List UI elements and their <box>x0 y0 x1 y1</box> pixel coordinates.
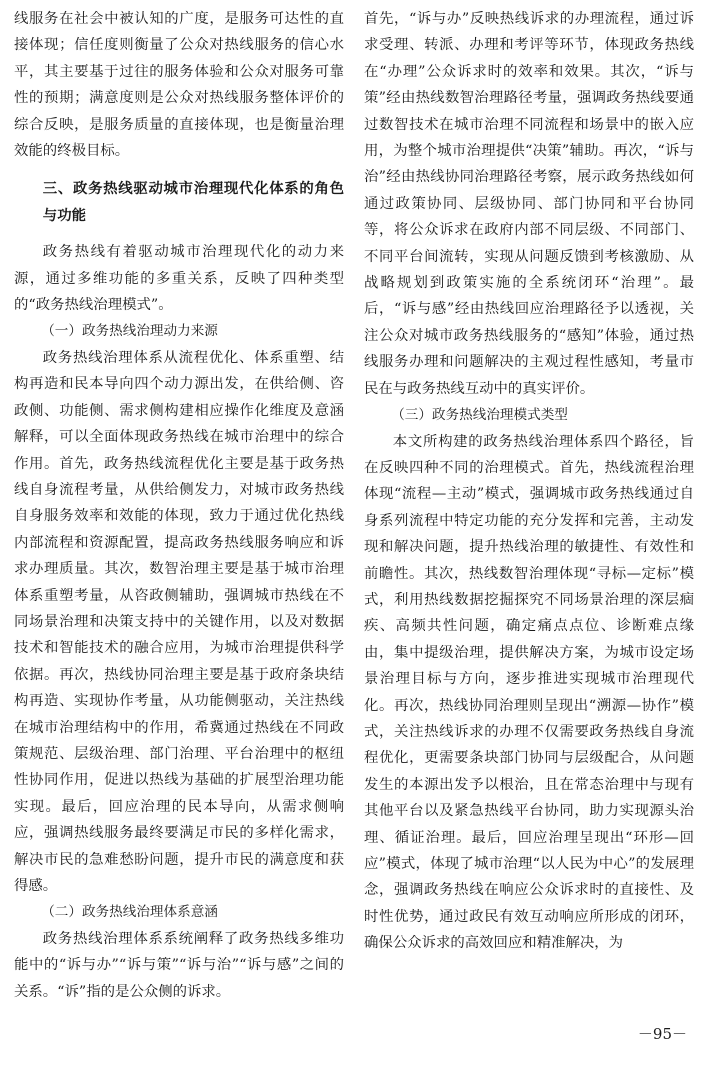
subsection-heading-3: （三）政务热线治理模式类型 <box>391 407 568 424</box>
paragraph-continued-right: 首先，“诉与办”反映热线诉求的办理流程，通过诉求受理、转派、办理和考评等环节，体现政务热线在“办理”公众诉求时的效率和效果。其次，“诉与策”经由热线数智治理路径考量，强调政务热线要通过数智技术在城市治理不同流程和场景中的嵌入应用，为整个城市治理提供“决策”辅助。再次，“诉与治”经由热线协同治理路径考察，展示政务热线如何通过政策协同、层级协同、部门协同和平台协同等，将公众诉求在政府内部不同层级、不同部门、不同平台间流转，实现从问题反馈到考核激励、从战略规划到政策实施的全系统闭环“治理”。最后，“诉与感”经由热线回应治理路径予以透视，关注公众对城市政务热线服务的“感知”体验，通过热线服务办理和问题解决的主观过程性感知，考量市民在与政务热线互动中的真实评价。 <box>364 11 694 397</box>
paragraph-connotation: 政务热线治理体系系统阐释了政务热线多维功能中的“诉与办”“诉与策”“诉与治”“诉与感”之间的关系。“诉”指的是公众侧的诉求。 <box>14 930 344 1000</box>
right-column <box>364 6 694 957</box>
page-number: －95－ <box>637 1025 687 1043</box>
paragraph-dynamics: 政务热线治理体系从流程优化、体系重塑、结构再造和民本导向四个动力源出发，在供给侧、咨政侧、功能侧、需求侧构建相应操作化维度及意涵解释，可以全面体现政务热线在城市治理中的综合作用。首先，政务热线流程优化主要是基于政务热线自身流程考量，从供给侧发力，对城市政务热线自身服务效率和效能的体现，致力于通过优化热线内部流程和资源配置，提高政务热线服务响应和诉求办理质量。其次，数智治理主要是基于城市治理体系重塑考量，从咨政侧辅助，强调城市热线在不同场景治理和决策支持中的关键作用，以及对数据技术和智能技术的融合应用，为城市治理提供科学依据。再次，热线协同治理主要是基于政府条块结构再造、实现协作考量，从功能侧驱动，关注热线在城市治理结构中的作用，希冀通过热线在不同政策规范、层级治理、部门治理、平台治理中的枢纽性协同作用，促进以热线为基础的扩展型治理功能实现。最后，回应治理的民本导向，从需求侧响应，强调热线服务最终要满足市民的多样化需求，解决市民的急难愁盼问题，提升市民的满意度和获得感。 <box>14 349 344 894</box>
paragraph-modes: 本文所构建的政务热线治理体系四个路径，旨在反映四种不同的治理模式。首先，热线流程治理体现“流程—主动”模式，强调城市政务热线通过自身系列流程中特定功能的充分发挥和完善，主动发现和解决问题，提升热线治理的敏捷性、有效性和前瞻性。其次，热线数智治理体现“寻标—定标”模式，利用热线数据挖掘探究不同场景治理的深层痼疾、高频共性问题，确定痛点点位、诊断难点缘由，集中提级治理，提供解决方案，为城市设定场景治理目标与方向，逐步推进实现城市治理现代化。再次，热线协同治理则呈现出“溯源—协作”模式，关注热线诉求的办理不仅需要政务热线自身流程优化，更需要条块部门协同与层级配合，从问题发生的本源出发予以根治，且在常态治理中与现有其他平台以及紧急热线平台协同，助力实现源头治理、循证治理。最后，回应治理呈现出“环形—回应”模式，体现了城市治理“以人民为中心”的发展理念，强调政务热线在响应公众诉求时的直接性、及时性优势，通过政民有效互动响应所形成的闭环，确保公众诉求的高效回应和精准解决，为 <box>364 433 694 952</box>
subsection-heading-2: （二）政务热线治理体系意涵 <box>41 904 218 921</box>
section-heading: 三、政务热线驱动城市治理现代化体系的角色与功能 <box>42 181 344 224</box>
paragraph-continued: 线服务在社会中被认知的广度，是服务可达性的直接体现；信任度则衡量了公众对热线服务的信心水平，其主要基于过往的服务体验和公众对服务可靠性的预期；满意度则是公众对热线服务整体评价的综合反映，是服务质量的直接体现，也是衡量治理效能的终极目标。 <box>14 11 344 160</box>
paragraph-intro: 政务热线有着驱动城市治理现代化的动力来源，通过多维功能的多重关系，反映了四种类型的“政务热线治理模式”。 <box>14 244 344 314</box>
subsection-heading-1: （一）政务热线治理动力来源 <box>41 323 218 340</box>
left-column <box>14 6 344 1005</box>
